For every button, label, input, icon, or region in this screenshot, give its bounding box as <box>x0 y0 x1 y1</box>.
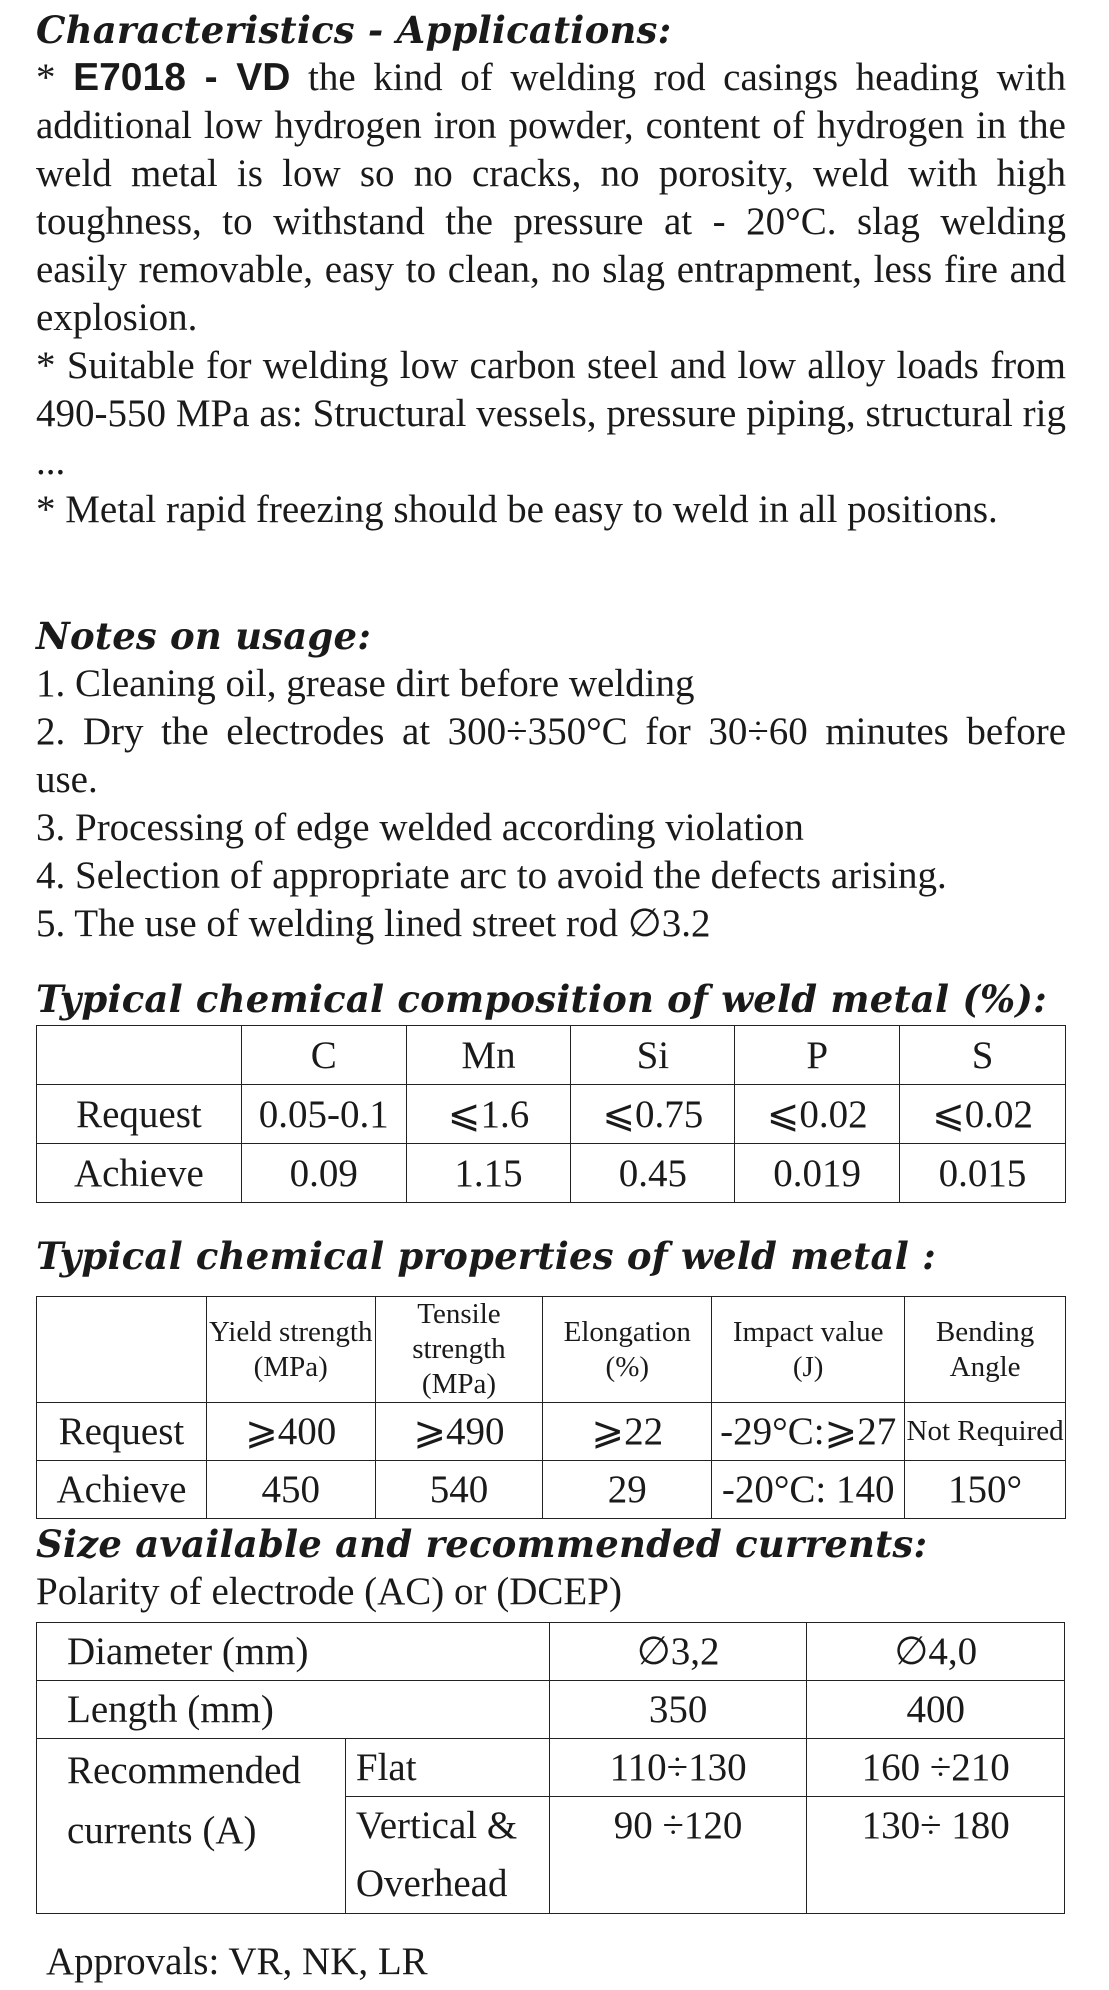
table-cell: 0.019 <box>735 1144 900 1203</box>
bullet-e7018 <box>36 54 1066 342</box>
table-header-row <box>37 1026 1066 1085</box>
table-cell: 130÷ 180 <box>807 1797 1065 1914</box>
table-cell: ⩾22 <box>543 1403 712 1461</box>
table-cell: ∅3,2 <box>549 1623 807 1681</box>
label-line: Overhead <box>355 1862 508 1905</box>
table-cell: 540 <box>375 1461 543 1519</box>
bullet-star: * <box>36 56 74 99</box>
table-cell: 0.09 <box>241 1144 406 1203</box>
header-line: Yield strength <box>208 1315 373 1348</box>
table-header-cell <box>712 1297 905 1403</box>
table-cell: ⩽1.6 <box>406 1085 571 1144</box>
table-cell: -29°C:⩾27 <box>712 1403 905 1461</box>
row-label: Request <box>37 1085 242 1144</box>
header-line: (MPa) <box>421 1368 497 1400</box>
table-cell: 0.45 <box>571 1144 735 1203</box>
sizes-title: Size available and recommended currents: <box>36 1522 928 1566</box>
notes-title: Notes on usage: <box>36 614 372 658</box>
table-header-cell: Mn <box>406 1026 571 1085</box>
label-line: Recommended <box>67 1749 301 1792</box>
header-line: Angle <box>949 1350 1021 1383</box>
table-cell: ⩽0.02 <box>735 1085 900 1144</box>
table-row <box>37 1461 1066 1519</box>
table-cell: 400 <box>807 1681 1065 1739</box>
label-line: currents (A) <box>67 1809 257 1852</box>
table-header-cell: C <box>241 1026 406 1085</box>
table-header-row <box>37 1297 1066 1403</box>
header-line: (MPa) <box>253 1350 328 1383</box>
table-cell: 350 <box>549 1681 807 1739</box>
table-row <box>37 1681 1065 1739</box>
note-item: 5. The use of welding lined street rod ∅3.2 <box>36 902 711 945</box>
table-cell: ⩾400 <box>206 1403 375 1461</box>
table-cell: 160 ÷210 <box>807 1739 1065 1797</box>
table-cell <box>37 1297 207 1403</box>
row-label: Diameter (mm) <box>37 1623 550 1681</box>
table-cell: 0.015 <box>900 1144 1066 1203</box>
table-row <box>37 1739 1065 1797</box>
note-item: 2. Dry the electrodes at 300÷350°C for 30÷60 minutes before use. <box>36 710 1066 801</box>
table-cell: -20°C: 140 <box>712 1461 905 1519</box>
header-line: Impact value <box>732 1315 884 1348</box>
header-line: Bending <box>935 1315 1035 1348</box>
table-header-cell <box>905 1297 1066 1403</box>
bullet-suitable: * Suitable for welding low carbon steel and low alloy loads from 490-550 MPa as: Structural vessels, pressure piping, structural rig ... <box>36 344 1066 483</box>
approvals-text: Approvals: VR, NK, LR <box>46 1940 428 1983</box>
table-cell: 90 ÷120 <box>549 1797 807 1914</box>
table-header-cell <box>375 1297 543 1403</box>
row-sublabel <box>345 1797 549 1914</box>
table-cell: ⩽0.75 <box>571 1085 735 1144</box>
table-header-cell: S <box>900 1026 1066 1085</box>
header-line: Elongation <box>563 1315 691 1348</box>
table-header-cell: Si <box>571 1026 735 1085</box>
product-code: E7018 - VD <box>73 56 291 99</box>
bullet-e7018-text: the kind of welding rod casings heading with additional low hydrogen iron powder, content of hydrogen in the weld metal is low so no cracks, no porosity, weld with high toughness, to withstand the pressure at - 20°C. slag welding easily removable, easy to clean, no slag entrapment, less fire and explosion. <box>36 56 1067 339</box>
row-label: Achieve <box>37 1461 207 1519</box>
note-item: 1. Cleaning oil, grease dirt before welding <box>36 662 695 705</box>
notes-section <box>36 612 1066 948</box>
table-cell <box>37 1026 242 1085</box>
table-cell: 450 <box>206 1461 375 1519</box>
row-label: Request <box>37 1403 207 1461</box>
header-line: (J) <box>792 1350 824 1383</box>
composition-table <box>36 1025 1066 1203</box>
table-cell: ⩽0.02 <box>900 1085 1066 1144</box>
note-item: 4. Selection of appropriate arc to avoid the defects arising. <box>36 854 947 897</box>
row-label: Length (mm) <box>37 1681 550 1739</box>
label-line: Vertical & <box>355 1804 518 1847</box>
composition-title: Typical chemical composition of weld metal (%): <box>36 977 1047 1021</box>
table-cell: 110÷130 <box>549 1739 807 1797</box>
table-cell: 29 <box>543 1461 712 1519</box>
table-cell: 150° <box>905 1461 1066 1519</box>
polarity-text: Polarity of electrode (AC) or (DCEP) <box>36 1570 622 1613</box>
table-row <box>37 1403 1066 1461</box>
note-item: 3. Processing of edge welded according violation <box>36 806 804 849</box>
characteristics-title: Characteristics - Applications: <box>36 8 672 52</box>
header-line: Tensile strength <box>412 1298 506 1365</box>
table-cell: ∅4,0 <box>807 1623 1065 1681</box>
characteristics-section <box>36 6 1066 534</box>
row-label <box>37 1739 346 1914</box>
table-header-cell: P <box>735 1026 900 1085</box>
table-header-cell <box>543 1297 712 1403</box>
table-row <box>37 1085 1066 1144</box>
bullet-freezing: * Metal rapid freezing should be easy to weld in all positions. <box>36 488 998 531</box>
row-sublabel: Flat <box>345 1739 549 1797</box>
sizes-table <box>36 1622 1065 1914</box>
table-cell: 0.05-0.1 <box>241 1085 406 1144</box>
table-cell: ⩾490 <box>375 1403 543 1461</box>
table-cell: Not Required <box>905 1403 1066 1461</box>
properties-title: Typical chemical properties of weld metal : <box>36 1234 936 1278</box>
properties-table <box>36 1296 1066 1519</box>
table-row <box>37 1623 1065 1681</box>
table-cell: 1.15 <box>406 1144 571 1203</box>
table-row <box>37 1144 1066 1203</box>
table-header-cell <box>206 1297 375 1403</box>
row-label: Achieve <box>37 1144 242 1203</box>
header-line: (%) <box>605 1350 650 1383</box>
